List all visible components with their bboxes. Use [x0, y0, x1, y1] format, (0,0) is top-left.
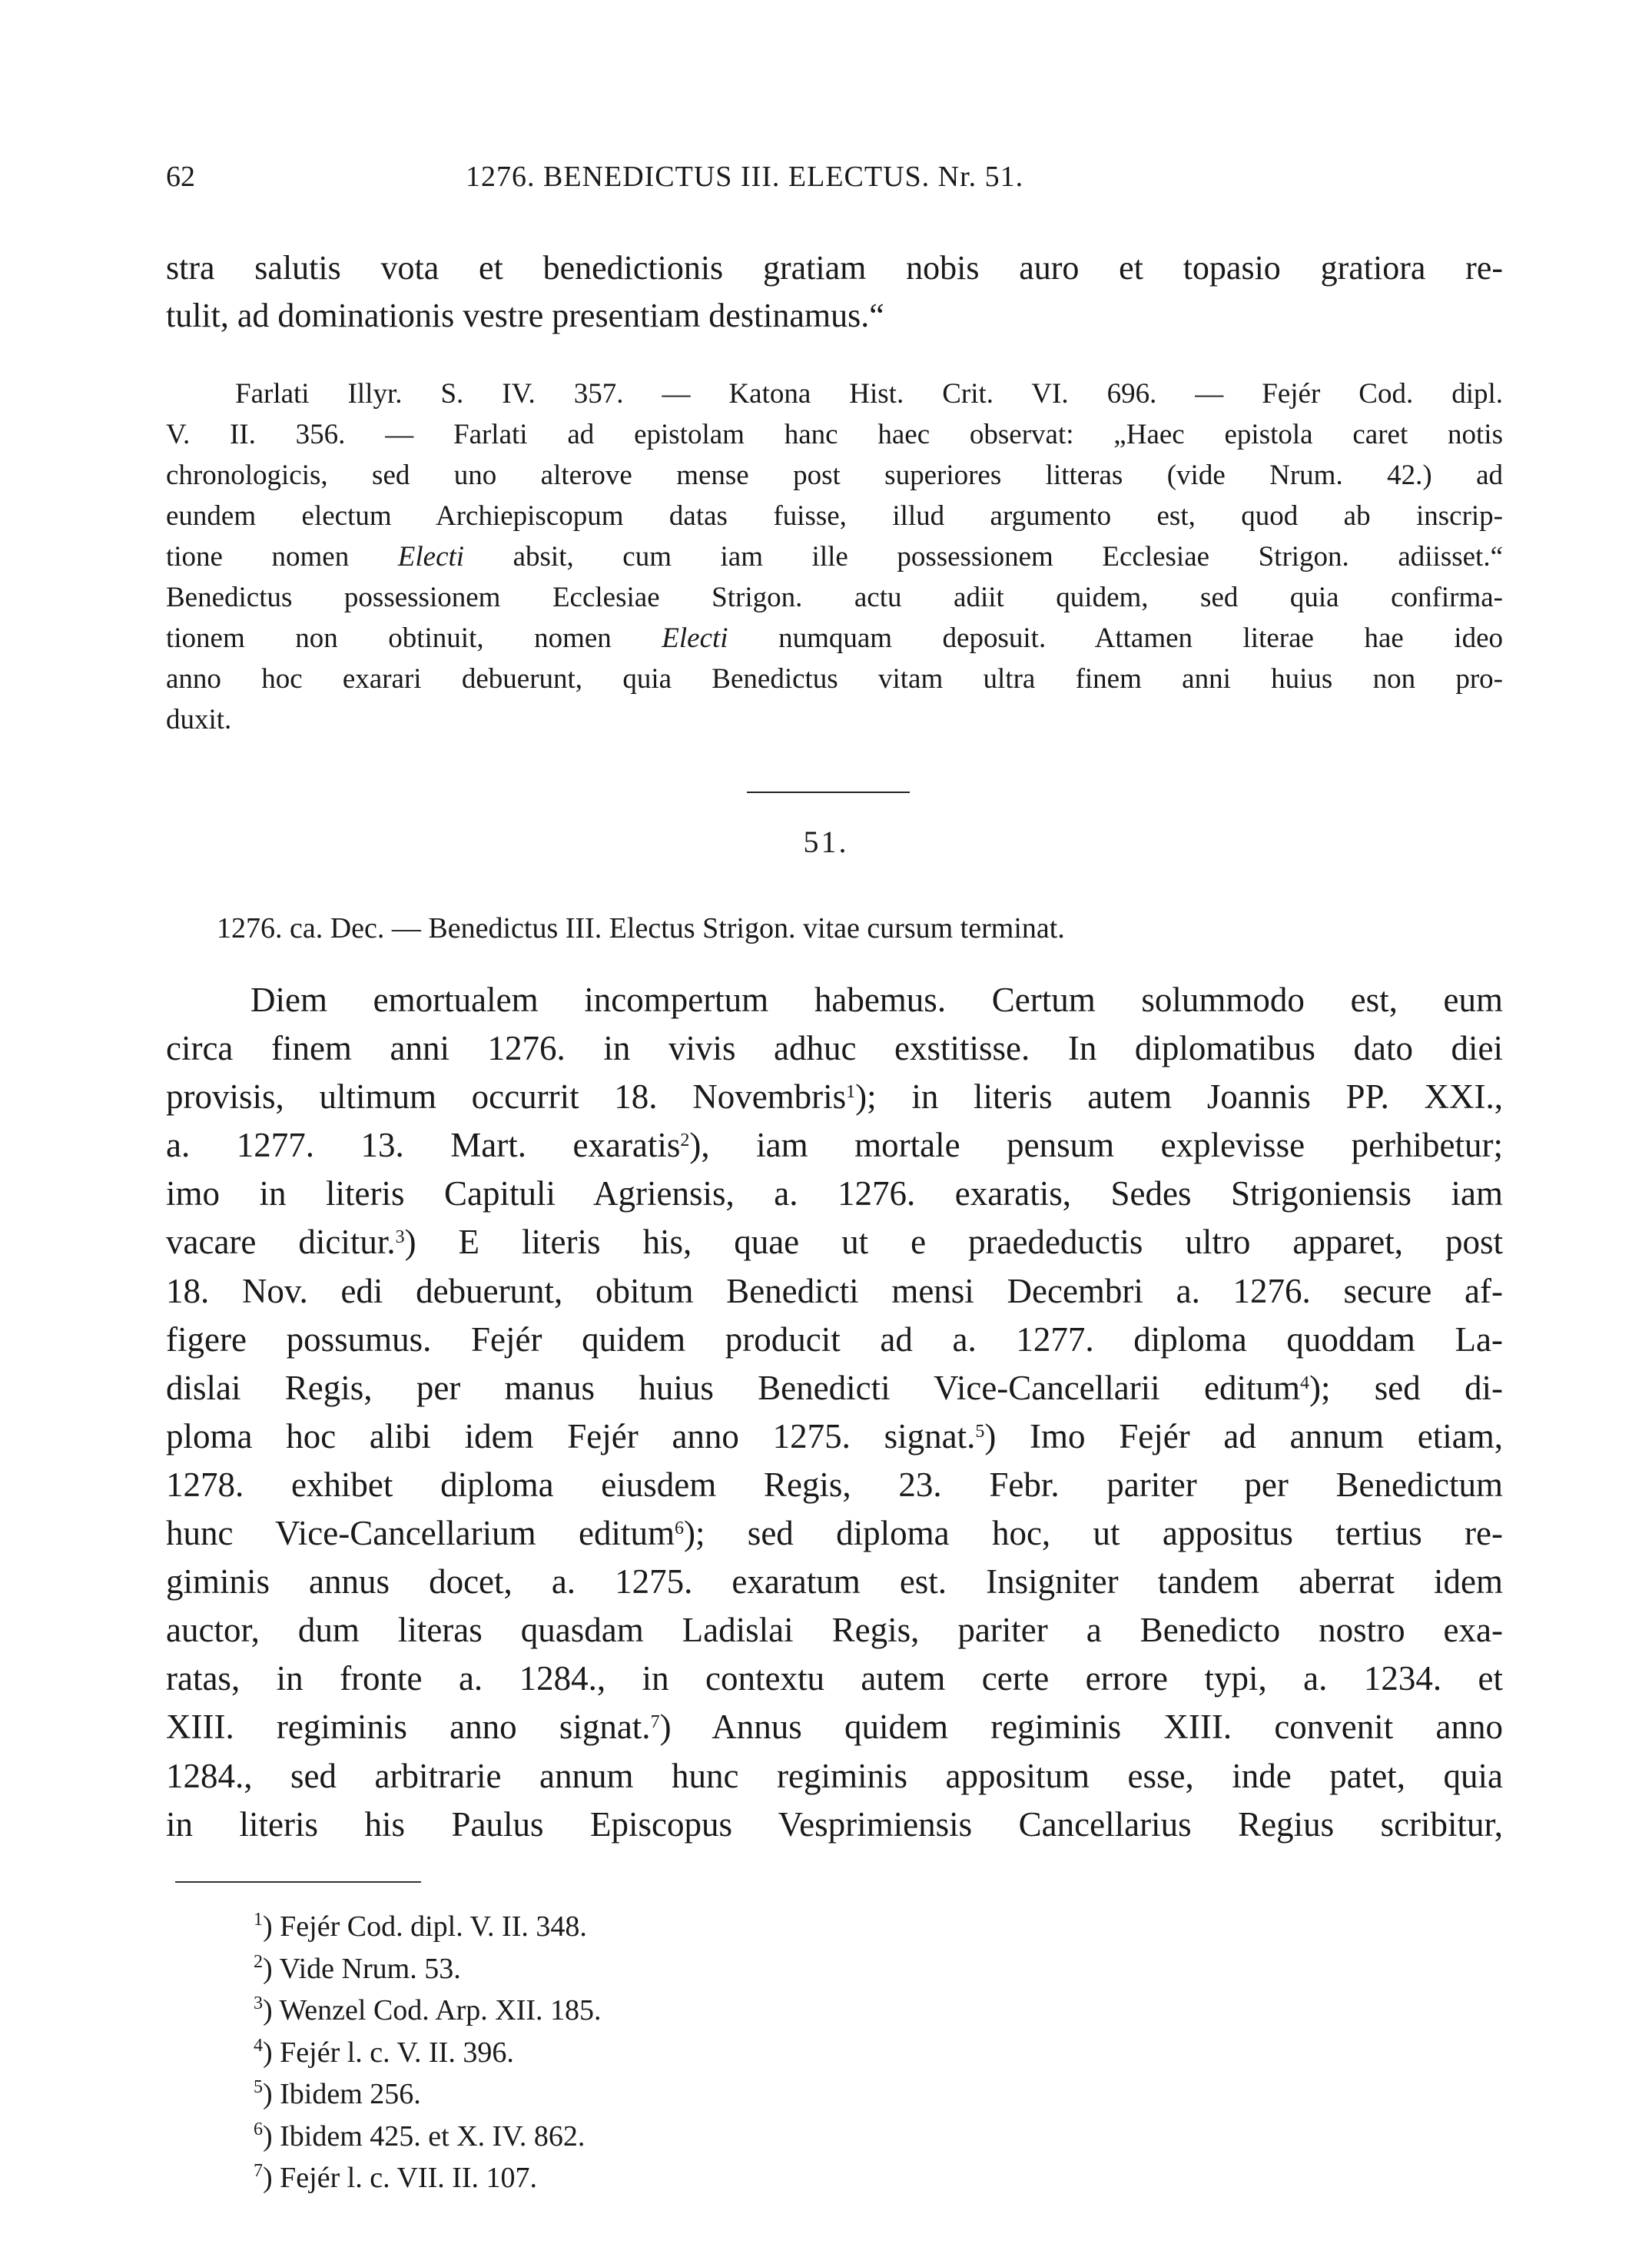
text-run: hunc Vice-Cancellarium editum [166, 1514, 675, 1553]
text-line: Farlati Illyr. S. IV. 357. — Katona Hist. Crit. VI. 696. — Fejér Cod. dipl. [235, 378, 1503, 410]
text-line [166, 1218, 1503, 1266]
footnotes [254, 1906, 1176, 2199]
text-run: XIII. regiminis anno signat. [166, 1708, 651, 1747]
text-run: ); sed diploma hoc, ut appositus tertius re- [683, 1514, 1503, 1553]
text-line: 1284., sed arbitrarie annum hunc regiminis appositum esse, inde patet, quia [166, 1756, 1503, 1795]
running-head [166, 160, 1503, 206]
text-line: imo in literis Capituli Agriensis, a. 1276. exaratis, Sedes Strigoniensis iam [166, 1174, 1503, 1213]
running-title: 1276. BENEDICTUS III. ELECTUS. Nr. 51. [466, 161, 1024, 193]
footnote-ref: 1 [846, 1082, 856, 1103]
text-run: ), iam mortale pensum explevisse perhibetur; [689, 1126, 1503, 1165]
footnote-text: ) Wenzel Cod. Arp. XII. 185. [263, 1994, 602, 2026]
text-line: figere possumus. Fejér quidem producit ad a. 1277. diploma quoddam La- [166, 1319, 1503, 1359]
italic-word: Electi [397, 541, 465, 573]
letter-ending [166, 244, 1503, 340]
text-line [166, 536, 1503, 577]
main-text [166, 976, 1503, 1849]
text-line: auctor, dum literas quasdam Ladislai Regis, pariter a Benedicto nostro exa- [166, 1611, 1503, 1650]
text-line [166, 1073, 1503, 1121]
footnote [254, 1990, 1176, 2032]
text-line: circa finem anni 1276. in vivis adhuc exstitisse. In diplomatibus dato diei [166, 1029, 1503, 1068]
text-run: dislai Regis, per manus huius Benedicti Vice-Cancellarii editum [166, 1368, 1300, 1407]
text-line: stra salutis vota et benedictionis gratiam nobis auro et topasio gratiora re- [166, 249, 1503, 287]
footnote [254, 1906, 1176, 1948]
text-run: ) Imo Fejér ad annum etiam, [984, 1416, 1503, 1455]
footnote-ref: 3 [395, 1227, 405, 1248]
text-run: ploma hoc alibi idem Fejér anno 1275. signat. [166, 1416, 976, 1455]
text-run: tione nomen [166, 541, 398, 573]
document-number: 51. [803, 825, 849, 859]
italic-word: Electi [662, 622, 728, 654]
footnote-mark: 7 [254, 2161, 263, 2181]
text-line [166, 1412, 1503, 1461]
footnote-divider [175, 1881, 421, 1883]
text-line [166, 1703, 1503, 1751]
text-line [166, 618, 1503, 659]
section-divider [747, 792, 910, 793]
text-run: vacare dicitur. [166, 1223, 396, 1262]
footnote-text: ) Fejér l. c. VII. II. 107. [263, 2162, 538, 2194]
text-line: anno hoc exarari debuerunt, quia Benedictus vitam ultra finem anni huius non pro- [166, 663, 1503, 695]
text-line [166, 1509, 1503, 1558]
footnote-text: ) Ibidem 425. et X. IV. 862. [263, 2119, 585, 2152]
regest-heading: 1276. ca. Dec. — Benedictus III. Electus Strigon. vitae cursum terminat. [217, 912, 1065, 944]
footnote-mark: 5 [254, 2077, 263, 2097]
text-line [166, 1364, 1503, 1412]
text-run: ); in literis autem Joannis PP. XXI., [855, 1077, 1504, 1117]
text-run: ) E literis his, quae ut e praedeductis ultro apparet, post [404, 1223, 1503, 1262]
page-number: 62 [166, 161, 195, 193]
text-line: eundem electum Archiepiscopum datas fuisse, illud argumento est, quod ab inscrip- [166, 500, 1503, 532]
footnote-mark: 1 [254, 1910, 263, 1930]
footnote-text: ) Ibidem 256. [263, 2078, 421, 2110]
text-line: duxit. [166, 704, 232, 735]
footnote [254, 1948, 1176, 1990]
text-line: ratas, in fronte a. 1284., in contextu autem certe errore typi, a. 1234. et [166, 1659, 1503, 1698]
footnote-text: ) Vide Nrum. 53. [263, 1952, 461, 1985]
text-run: a. 1277. 13. Mart. exaratis [166, 1126, 681, 1165]
footnote-text: ) Fejér Cod. dipl. V. II. 348. [263, 1910, 587, 1943]
text-run: ) Annus quidem regiminis XIII. convenit anno [659, 1708, 1503, 1747]
footnote [254, 2032, 1176, 2074]
editorial-note [166, 373, 1503, 740]
footnote-mark: 4 [254, 2035, 263, 2056]
text-line: V. II. 356. — Farlati ad epistolam hanc haec observat: „Haec epistola caret notis [166, 419, 1503, 450]
text-line: 1278. exhibet diploma eiusdem Regis, 23. Febr. pariter per Benedictum [166, 1465, 1503, 1504]
text-line: 18. Nov. edi debuerunt, obitum Benedicti mensi Decembri a. 1276. secure af- [166, 1271, 1503, 1310]
text-line: tulit, ad dominationis vestre presentiam destinamus.“ [166, 297, 884, 334]
text-line: chronologicis, sed uno alterove mense post superiores litteras (vide Nrum. 42.) ad [166, 460, 1503, 491]
text-line: giminis annus docet, a. 1275. exaratum est. Insigniter tandem aberrat idem [166, 1562, 1503, 1602]
footnote [254, 2116, 1176, 2158]
text-run: provisis, ultimum occurrit 18. Novembris [166, 1077, 847, 1117]
text-run: numquam deposuit. Attamen literae hae ideo [728, 622, 1503, 654]
footnote-text: ) Fejér l. c. V. II. 396. [263, 2036, 514, 2069]
text-run: tionem non obtinuit, nomen [166, 622, 662, 654]
footnote-ref: 7 [650, 1712, 660, 1733]
text-line: Diem emortualem incompertum habemus. Certum solummodo est, eum [250, 981, 1503, 1019]
footnote-mark: 3 [254, 1993, 263, 2013]
footnote-ref: 5 [975, 1421, 985, 1442]
text-line: in literis his Paulus Episcopus Vesprimiensis Cancellarius Regius scribitur, [166, 1804, 1503, 1844]
text-line: Benedictus possessionem Ecclesiae Strigon. actu adiit quidem, sed quia confirma- [166, 582, 1503, 613]
text-run: ); sed di- [1309, 1368, 1503, 1407]
footnote-mark: 2 [254, 1951, 263, 1972]
footnote-ref: 6 [674, 1519, 684, 1539]
text-line [166, 1121, 1503, 1170]
text-run: absit, cum iam ille possessionem Ecclesiae Strigon. adiisset.“ [464, 541, 1503, 573]
footnote-ref: 4 [1299, 1372, 1309, 1393]
footnote-mark: 6 [254, 2119, 263, 2139]
footnote [254, 2073, 1176, 2116]
footnote-ref: 2 [680, 1130, 690, 1151]
footnote [254, 2157, 1176, 2199]
